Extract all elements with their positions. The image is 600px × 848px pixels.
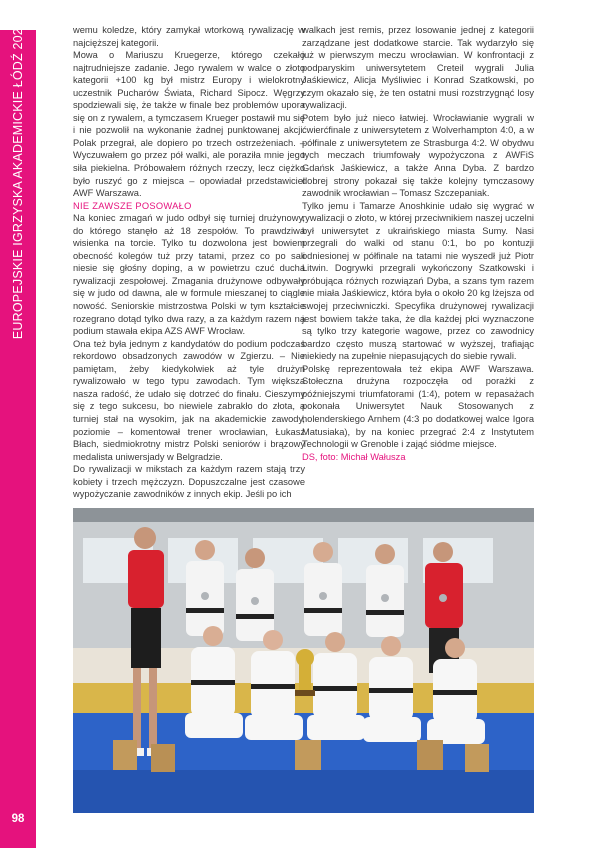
paragraph: Na koniec zmagań w judo odbył się turniej drużynowy, do którego stanęło aż 18 zespołów. To prawdziwa wisienka na torcie. Tylko tu dozwolona jest bowiem obecność kolegów tuż przy tatami, przez co po sali niesie się głośny doping, a w powietrzu czuć ducha rywalizacji zespołowej. Zmagania drużynowe odbywały się w judo od dawna, ale w formule mieszanej to ciągle nowość. Seniorskie mistrzostwa Polski w tym kształcie rozegrano dotąd tylko dwa razy, a za każdym razem na podium stawała ekipa AZS AWF Wrocław. (73, 213, 305, 337)
gift-bag (417, 740, 443, 770)
paragraph: Tylko jemu i Tamarze Anoshkinie udało się wygrać w rywalizacji o złoto, w której przeciwnikiem naszej uczelni był uniwersytet z ukraińskiego miasta Sumy. Nasi przegrali do walki od stanu 0:1, bo po kontuzji odniesionej w półfinale na tatami nie wyszedł już Piotr Litwin. Dogrywki przegrali wykończony Szatkowski i próbująca różnych rozwiązań Dyba, a szans tym razem nie miała Jaśkiewicz, która była o około 20 kg lżejsza od swojej przeciwniczki. Specyfika drużynowej rywalizacji jest bowiem także taka, że dla każdej płci wyznaczone są tylko trzy kategorie wagowe, przez co zawodnicy bardzo często muszą startować w wyższej, trafiając niekiedy na zupełnie niepasujących do siebie rywali. (302, 200, 534, 362)
team-photo-illustration (73, 508, 534, 813)
paragraph: Do rywalizacji w mikstach za każdym razem stają trzy kobiety i trzech mężczyzn. Dopuszczalne jest czasowe wypożyczanie zawodników z innych ekip. Jeśli po ich (73, 464, 305, 500)
gift-bag (113, 740, 137, 770)
page-number: 98 (11, 813, 25, 825)
paragraph: wemu koledze, który zamykał wtorkową rywalizację w najcięższej kategorii. (73, 25, 305, 48)
photo-credit: DS, foto: Michał Wałusza (302, 451, 406, 462)
paragraph: Ona też była jednym z kandydatów do podium podczas rekordowo obsadzonych zawodów w Zgierzu. – Nie pamiętam, żeby kiedykolwiek aż tyle drużyn rywalizowało w tego typu zawodach. Tym większa nasza radość, że udało się dotrzeć do finału. Cieszymy się z tego sukcesu, bo niewiele zabrakło do złota, a turniej stał na wysokim, jak na akademickie zawody, poziomie – komentował trener wrocławian, Łukasz Błach, siedmiokrotny mistrz Polski seniorów i brązowy medalista uniwersjady w Belgradzie. (73, 338, 305, 462)
paragraph: walkach jest remis, przez losowanie jednej z kategorii zarządzane jest dodatkowe starcie. Tak wydarzyło się już w pierwszym meczu wrocławian. W konfrontacji z podparyskim uniwersytetem Creteil wygrali Julia Jaśkiewicz, Alicja Myśliwiec i Konrad Szatkowski, po czym okazało się, że ten ostatni musi rozstrzygnąć losy rywalizacji. (302, 25, 534, 111)
section-subheading: NIE ZAWSZE POSOWAŁO (73, 200, 192, 211)
paragraph: Polskę reprezentowała też ekipa AWF Warszawa. Stołeczna drużyna rozpoczęła od porażki z późniejszymi triumfatorami (1:4), potem w repasażach pokonała Uniwersytet Nauk Stosowanych z holenderskiego Arnhem (4:3 po dodatkowej walce Igora Matusiaka), by na koniec przegrać 2:4 z Instytutem Technologii w Grenoble i zająć siódme miejsce. (302, 363, 534, 450)
paragraph: Mowa o Mariuszu Kruegerze, którego czekało najtrudniejsze zadanie. Jego rywalem w walce o złoto kategorii +100 kg był mistrz Europy i wielokrotny uczestnik Pucharów Świata, Richard Sipocz. Węgrzy spodziewali się, że także w finale bez problemów upora się on z rywalem, a tymczasem Krueger postawił mu się i nie pozwolił na wykonanie żadnej punktowanej akcji. Polak przegrał, ale dopiero po trzech ostrzeżeniach. – Wyczuwałem go przez pół walki, ale poraziła mnie jego siła piekielna. Próbowałem różnych rzeczy, lecz ciężko było ruszyć go z miejsca – opowiadał przedstawiciel AWF Warszawa. (73, 50, 305, 199)
gift-bag (295, 740, 321, 770)
article-column-left (73, 24, 305, 501)
team-photo (73, 508, 534, 813)
gift-bag (465, 744, 489, 772)
side-title (0, 20, 36, 340)
gift-bag (151, 744, 175, 772)
side-title-text: EUROPEJSKIE IGRZYSKA AKADEMICKIE ŁÓDŹ 2022 (11, 20, 26, 340)
article-column-right (302, 24, 534, 463)
paragraph: Potem było już nieco łatwiej. Wrocławianie wygrali w ćwierćfinale z uniwersytetem z Wolverhampton 4:0, a w półfinale z uniwersytetem ze Strasburga 4:2. W obydwu tych meczach triumfowały wypożyczona z AWFiS Gdańsk Jaśkiewicz, a także Anna Dyba. Z bardzo dobrej strony pokazał się także kolejny tymczasowy zawodnik wrocławian – Tomasz Szczepaniak. (302, 112, 534, 199)
